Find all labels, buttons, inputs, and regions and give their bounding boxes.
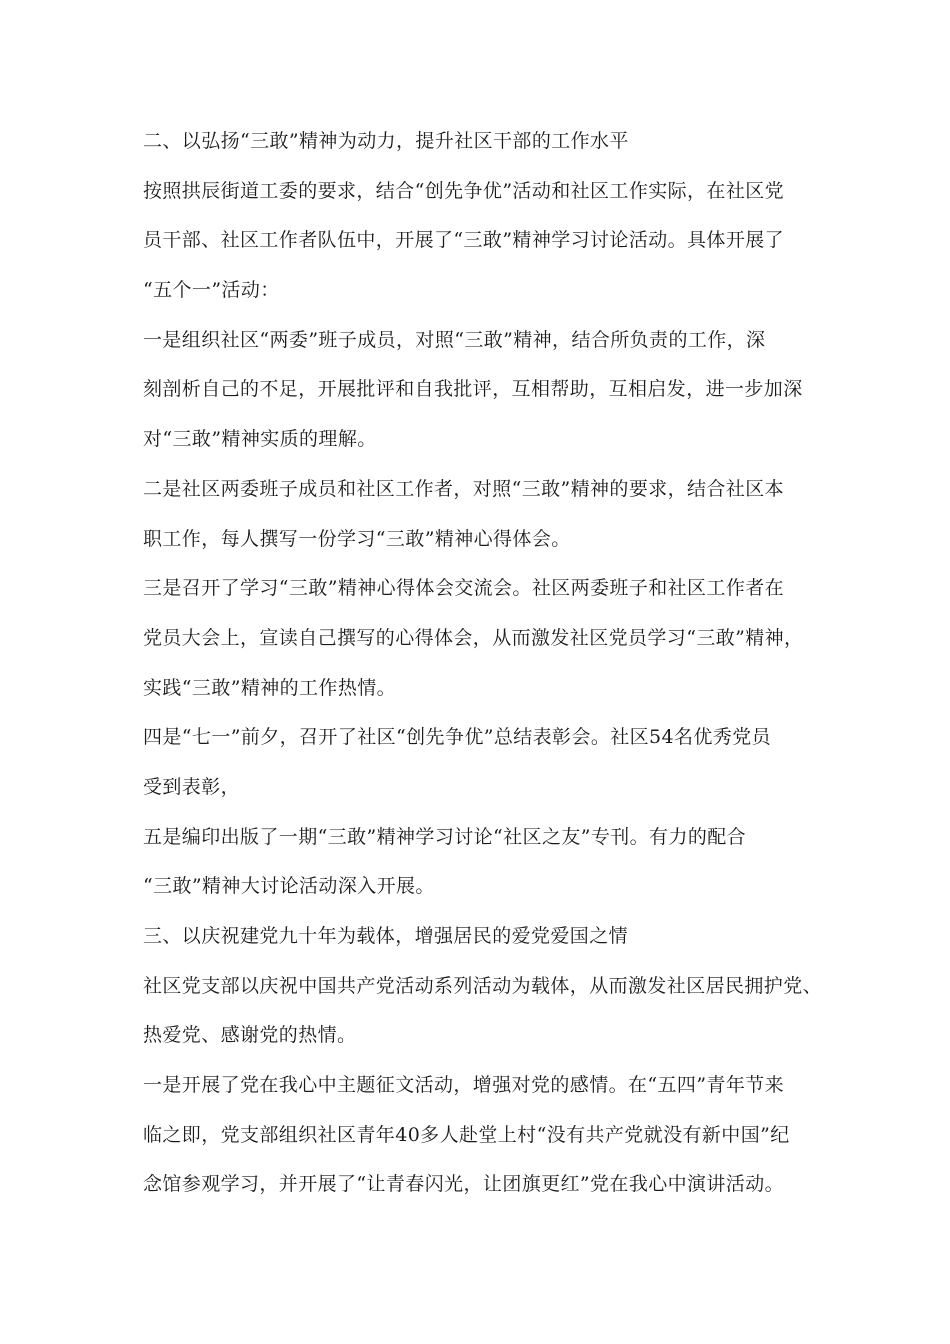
document-body — [143, 117, 833, 1210]
paragraph-line: 社区党支部以庆祝中国共产党活动系列活动为载体，从而激发社区居民拥护党、 — [143, 974, 823, 997]
paragraph-line: 职工作，每人撰写一份学习“三敢”精神心得体会。 — [143, 527, 571, 550]
section-heading: 三、以庆祝建党九十年为载体，增强居民的爱党爱国之情 — [143, 925, 629, 947]
paragraph-line: 一是组织社区“两委”班子成员，对照“三敢”精神，结合所负责的工作，深 — [143, 328, 766, 351]
paragraph-line: 受到表彰， — [143, 775, 241, 798]
paragraph-line: 党员大会上，宣读自己撰写的心得体会，从而激发社区党员学习“三敢”精神， — [143, 626, 804, 649]
section-heading: 二、以弘扬“三敢”精神为动力，提升社区干部的工作水平 — [143, 130, 629, 152]
paragraph-line: “五个一”活动： — [143, 279, 280, 302]
paragraph-line: 刻剖析自己的不足，开展批评和自我批评，互相帮助，互相启发，进一步加深 — [143, 378, 803, 401]
paragraph-line: 念馆参观学习，并开展了“让青春闪光，让团旗更红”党在我心中演讲活动。 — [143, 1173, 785, 1196]
paragraph-line: 热爱党、感谢党的热情。 — [143, 1024, 357, 1047]
paragraph-line: 临之即，党支部组织社区青年40多人赴堂上村“没有共产党就没有新中国”纪 — [143, 1123, 790, 1146]
paragraph-line: 三是召开了学习“三敢”精神心得体会交流会。社区两委班子和社区工作者在 — [143, 577, 785, 600]
paragraph-line: 二是社区两委班子成员和社区工作者，对照“三敢”精神的要求，结合社区本 — [143, 477, 785, 500]
paragraph-line: 员干部、社区工作者队伍中，开展了“三敢”精神学习讨论活动。具体开展了 — [143, 229, 785, 252]
paragraph-line: 五是编印出版了一期“三敢”精神学习讨论“社区之友”专刊。有力的配合 — [143, 825, 747, 848]
paragraph-line: 一是开展了党在我心中主题征文活动，增强对党的感情。在“五四”青年节来 — [143, 1074, 785, 1097]
paragraph-line: 按照拱辰街道工委的要求，结合“创先争优”活动和社区工作实际，在社区党 — [143, 179, 785, 202]
paragraph-line: 四是“七一”前夕，召开了社区“创先争优”总结表彰会。社区54名优秀党员 — [143, 726, 772, 749]
paragraph-line: 对“三敢”精神实质的理解。 — [143, 428, 377, 451]
paragraph-line: “三敢”精神大讨论活动深入开展。 — [143, 875, 435, 898]
paragraph-line: 实践“三敢”精神的工作热情。 — [143, 676, 397, 699]
